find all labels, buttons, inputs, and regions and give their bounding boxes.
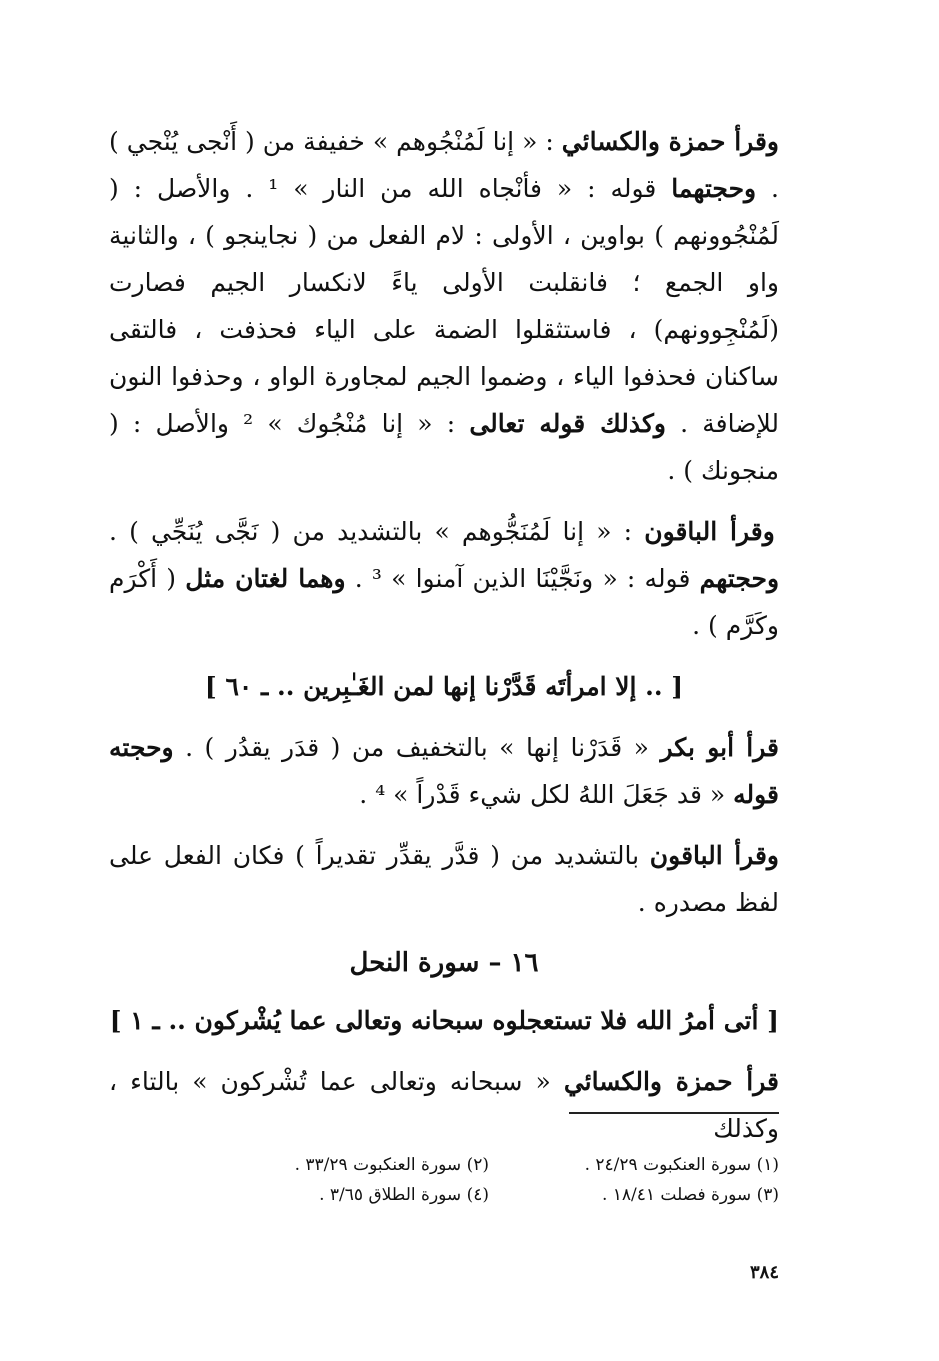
paragraph-text: قوله : « فأنْجاه الله من النار » ¹ . والأصل : ( لَمُنْجُوونهم ) بواوين ، الأولى : لام الفعل من ( نجاينجو ) ، والثانية واو الجمع ؛ فانقلبت الأولى ياءً لانكسار الجيم فصارت (لَمُنْجِوونهم) ، فاستثقلوا الضمة على الياء فحذفت ، فالتقى ساكنان فحذفوا الياء ، وضموا الجيم لمجاورة الواو ، وحذفوا النون للإضافة . <box>109 174 779 438</box>
footnote-1: (١) سورة العنكبوت ٢٤/٢٩ . <box>584 1155 779 1175</box>
reader-lead: وقرأ حمزة والكسائي <box>561 127 779 156</box>
verse-quote-2: [ أتى أمرُ الله فلا تستعجلوه سبحانه وتعالى عما يُشْركون .. ـ ١ ] <box>109 1006 779 1035</box>
footnote-row <box>259 1180 779 1210</box>
footnote-2: (٢) سورة العنكبوت ٣٣/٢٩ . <box>294 1155 489 1175</box>
page-number: ٣٨٤ <box>749 1262 779 1283</box>
page-body <box>109 118 779 1166</box>
paragraph-1 <box>109 118 779 494</box>
paragraph-text: ( أَكْرَم وكَرَّم ) . <box>109 564 779 640</box>
paragraph-2 <box>109 508 779 649</box>
footnote-4: (٤) سورة الطلاق ٣/٦٥ . <box>319 1185 489 1205</box>
paragraph-text: : « إنا لَمُنْجُوهم » خفيفة من ( أَنْجى يُنْجي ) . <box>109 127 779 203</box>
reader-lead: قرأ أبو بكر <box>660 733 779 762</box>
paragraph-5 <box>109 1058 779 1152</box>
argument-lead: وحجته قوله <box>109 733 779 809</box>
footnote-row <box>259 1150 779 1180</box>
verse-quote-1: [ .. إلا امرأتَه قَدَّرْنا إنها لمن الغَـٰبِرين .. ـ ٦٠ ] <box>204 672 684 701</box>
paragraph-4 <box>109 832 779 926</box>
paragraph-text: قوله : « ونَجَّيْنَا الذين آمنوا » ³ . <box>345 564 691 593</box>
paragraph-text: « سبحانه وتعالى عما تُشْركون » بالتاء ، وكذلك <box>109 1067 779 1143</box>
paragraph-text: : « إنا لَمُنَجُّوهم » بالتشديد من ( نَجَّى يُنَجِّي ) . <box>109 517 633 546</box>
paragraph-text: « قد جَعَلَ اللهُ لكل شيء قَدْراً » ⁴ . <box>359 780 726 809</box>
reader-lead: قرأ حمزة والكسائي <box>563 1067 780 1096</box>
paragraph-text: بالتشديد من ( قدَّر يقدِّر تقديراً ) فكان الفعل على لفظ مصدره . <box>109 841 779 917</box>
footnotes <box>259 1150 779 1210</box>
argument-lead: وحجتهم <box>699 564 780 593</box>
argument-lead: وحجتهما <box>671 174 757 203</box>
reader-lead: وقرأ الباقون <box>644 517 775 546</box>
reader-lead: وقرأ الباقون <box>649 841 779 870</box>
paragraph-3 <box>109 724 779 818</box>
surah-heading: ١٦ – سورة النحل <box>349 948 539 978</box>
footnote-3: (٣) سورة فصلت ١٨/٤١ . <box>601 1185 779 1205</box>
example-lead: وهما لغتان مثل <box>185 564 346 593</box>
paragraph-text: « قَدَرْنا إنها » بالتخفيف من ( قدَر يقدُر ) . <box>173 733 649 762</box>
footnote-divider <box>569 1112 779 1114</box>
example-lead: وكذلك قوله تعالى <box>469 409 666 438</box>
paragraph-text: : « إنا مُنْجُوك » ² والأصل : ( منجونك ) . <box>109 409 779 485</box>
